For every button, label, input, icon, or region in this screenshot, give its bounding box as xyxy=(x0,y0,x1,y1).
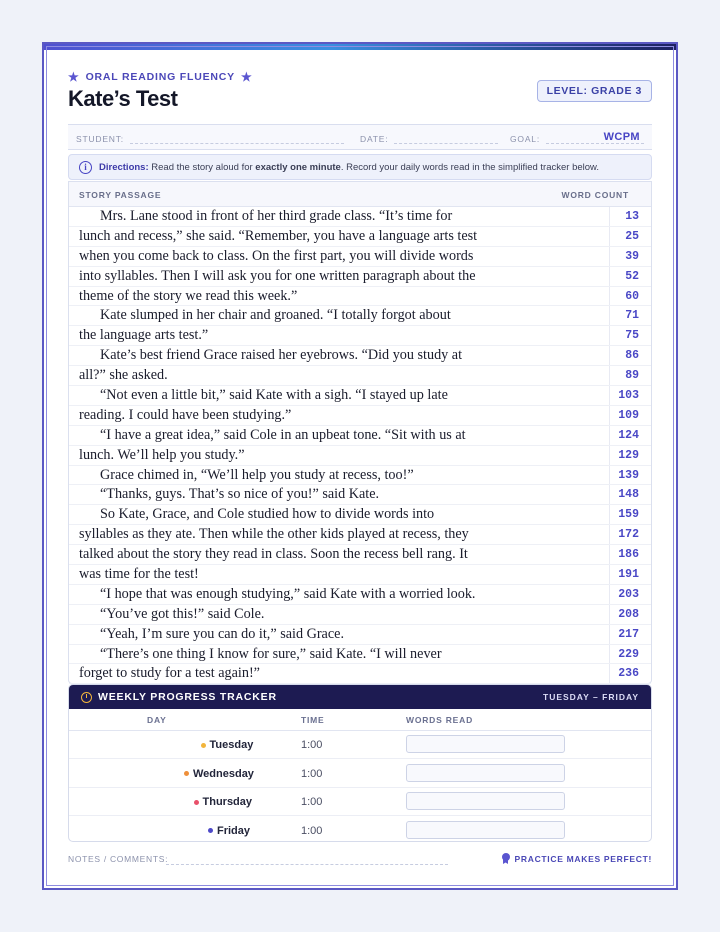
level-badge: LEVEL: GRADE 3 xyxy=(537,80,652,102)
day-column-header: DAY xyxy=(147,715,167,725)
tracker-time: 1:00 xyxy=(301,767,323,780)
motto xyxy=(502,853,652,864)
passage-line xyxy=(69,247,651,267)
word-count: 25 xyxy=(609,227,651,246)
star-icon: ★ xyxy=(68,70,80,84)
passage-line-text: lunch and recess,” she said. “Remember, you have a language arts test xyxy=(79,227,478,244)
tracker-row xyxy=(69,788,651,816)
passage-line-text: “I have a great idea,” said Cole in an upbeat tone. “Sit with us at xyxy=(100,426,466,443)
tracker-time: 1:00 xyxy=(301,796,323,808)
passage-line xyxy=(69,227,651,247)
stopwatch-icon xyxy=(81,692,92,703)
word-count: 103 xyxy=(609,386,651,405)
word-count: 124 xyxy=(609,426,651,445)
passage-line xyxy=(69,664,651,684)
tracker-time: 1:00 xyxy=(301,739,323,751)
passage-line xyxy=(69,386,651,406)
word-count: 13 xyxy=(609,207,651,226)
star-icon: ★ xyxy=(240,70,253,84)
word-count: 186 xyxy=(609,545,651,564)
motto-text: PRACTICE MAKES PERFECT! xyxy=(514,853,652,864)
words-column-header: WORDS READ xyxy=(406,715,474,725)
passage-line-text: syllables as they ate. Then while the other kids played at recess, they xyxy=(79,526,469,543)
passage-line xyxy=(69,207,651,227)
top-gradient-bar xyxy=(44,44,676,50)
words-read-input[interactable] xyxy=(406,764,565,782)
word-count: 75 xyxy=(609,326,651,345)
passage-line xyxy=(69,346,651,366)
passage-line-text: “Yeah, I’m sure you can do it,” said Grace. xyxy=(100,625,344,642)
day-dot-icon xyxy=(184,771,189,776)
passage-line-text: all?” she asked. xyxy=(79,367,168,384)
tracker-day-label: Thursday xyxy=(202,796,253,808)
passage-line xyxy=(69,406,651,426)
tracker-day xyxy=(201,739,254,751)
passage-line-text: lunch. We’ll help you study.” xyxy=(79,446,245,463)
passage-header xyxy=(69,182,651,207)
words-read-input[interactable] xyxy=(406,821,565,839)
passage-line xyxy=(69,625,651,645)
tracker-day-label: Wednesday xyxy=(193,767,254,780)
passage-line xyxy=(69,466,651,486)
info-icon: i xyxy=(79,161,92,174)
day-dot-icon xyxy=(208,828,213,833)
passage-line xyxy=(69,426,651,446)
passage-line-text: “There’s one thing I know for sure,” said Kate. “I will never xyxy=(100,645,442,662)
directions-emphasis: exactly one minute xyxy=(255,161,341,173)
passage-line-text: reading. I could have been studying.” xyxy=(79,406,292,423)
passage-line-text: Mrs. Lane stood in front of her third grade class. “It’s time for xyxy=(100,208,453,224)
student-field[interactable] xyxy=(130,143,344,144)
passage-line xyxy=(69,605,651,625)
word-count: 172 xyxy=(609,525,651,544)
student-info-line xyxy=(68,124,652,150)
worksheet xyxy=(42,42,678,890)
directions-text-a: Read the story aloud for xyxy=(148,161,256,173)
tracker-day xyxy=(184,768,254,780)
word-count: 52 xyxy=(609,267,651,286)
word-count: 229 xyxy=(609,645,651,664)
passage-line-text: “Thanks, guys. That’s so nice of you!” said Kate. xyxy=(100,486,380,503)
word-count: 159 xyxy=(609,505,651,524)
directions-text xyxy=(99,162,599,173)
words-read-input[interactable] xyxy=(406,735,565,753)
word-count-column-header: WORD COUNT xyxy=(561,190,629,200)
passage-column-header: STORY PASSAGE xyxy=(79,190,162,200)
word-count: 39 xyxy=(609,247,651,266)
passage-lines xyxy=(69,207,651,684)
passage-line xyxy=(69,326,651,346)
date-label: DATE: xyxy=(360,134,389,144)
notes-field[interactable] xyxy=(166,864,448,865)
day-dot-icon xyxy=(201,743,206,748)
passage-line-text: into syllables. Then I will ask you for one written paragraph about the xyxy=(79,267,476,284)
passage-line-text: when you come back to class. On the first part, you will divide words xyxy=(79,247,474,264)
passage-line-text: Grace chimed in, “We’ll help you study at recess, too!” xyxy=(100,466,414,483)
passage-line-text: Kate’s best friend Grace raised her eyebrows. “Did you study at xyxy=(100,347,463,364)
word-count: 217 xyxy=(609,625,651,644)
footer xyxy=(68,852,652,866)
passage-line-text: forget to study for a test again!” xyxy=(79,665,260,682)
passage-line xyxy=(69,585,651,605)
time-column-header: TIME xyxy=(301,715,325,725)
passage-line-text: talked about the story they read in class. Soon the recess bell rang. It xyxy=(79,546,468,563)
directions-text-b: . Record your daily words read in the simplified tracker below. xyxy=(340,161,600,173)
tracker-row xyxy=(69,731,651,759)
passage-line xyxy=(69,287,651,307)
passage-line xyxy=(69,505,651,525)
kicker-text: ORAL READING FLUENCY xyxy=(85,71,235,83)
tracker-day xyxy=(194,796,253,808)
directions-label: Directions: xyxy=(99,161,149,173)
word-count: 86 xyxy=(609,346,651,365)
weekly-progress-tracker xyxy=(68,684,652,842)
word-count: 89 xyxy=(609,366,651,385)
passage-line xyxy=(69,645,651,665)
tracker-row xyxy=(69,817,651,843)
page-title: Kate’s Test xyxy=(68,86,178,111)
tracker-columns xyxy=(69,709,651,731)
tracker-header xyxy=(69,685,651,709)
tracker-row xyxy=(69,760,651,788)
tracker-range: TUESDAY – FRIDAY xyxy=(543,692,639,702)
word-count: 71 xyxy=(609,306,651,325)
directions-box xyxy=(68,154,652,180)
passage-line-text: “Not even a little bit,” said Kate with a sigh. “I stayed up late xyxy=(100,387,448,404)
passage-line-text: the language arts test.” xyxy=(79,327,209,344)
passage-line-text: theme of the story we read this week.” xyxy=(79,287,298,304)
tracker-day-label: Friday xyxy=(217,824,251,837)
ribbon-icon xyxy=(502,853,510,864)
word-count: 129 xyxy=(609,446,651,465)
passage-line xyxy=(69,565,651,585)
word-count: 139 xyxy=(609,466,651,485)
passage-line xyxy=(69,525,651,545)
tracker-time: 1:00 xyxy=(301,824,323,837)
word-count: 208 xyxy=(609,605,651,624)
word-count: 203 xyxy=(609,585,651,604)
student-label: STUDENT: xyxy=(76,134,124,144)
word-count: 191 xyxy=(609,565,651,584)
passage-line xyxy=(69,306,651,326)
tracker-day xyxy=(208,825,250,837)
day-dot-icon xyxy=(194,800,199,805)
passage-line xyxy=(69,485,651,505)
goal-field[interactable] xyxy=(546,143,644,144)
passage-line-text: was time for the test! xyxy=(79,566,199,583)
passage-line-text: Kate slumped in her chair and groaned. “I totally forgot about xyxy=(100,307,451,324)
goal-label: GOAL: xyxy=(510,134,540,144)
tracker-title: WEEKLY PROGRESS TRACKER xyxy=(98,691,277,703)
tracker-day-label: Tuesday xyxy=(209,739,254,751)
passage-line-text: So Kate, Grace, and Cole studied how to divide words into xyxy=(100,506,435,523)
passage-line xyxy=(69,545,651,565)
tracker-title-group xyxy=(81,691,277,703)
passage-line xyxy=(69,267,651,287)
kicker xyxy=(68,70,253,84)
word-count: 60 xyxy=(609,287,651,306)
word-count: 109 xyxy=(609,406,651,425)
word-count: 148 xyxy=(609,485,651,504)
word-count: 236 xyxy=(609,664,651,683)
story-passage xyxy=(68,181,652,684)
wcpm-label: WCPM xyxy=(603,131,640,143)
date-field[interactable] xyxy=(394,143,498,144)
passage-line-text: “I hope that was enough studying,” said Kate with a worried look. xyxy=(100,585,476,602)
notes-label: NOTES / COMMENTS: xyxy=(68,854,169,864)
words-read-input[interactable] xyxy=(406,792,565,810)
passage-line xyxy=(69,366,651,386)
passage-line-text: “You’ve got this!” said Cole. xyxy=(100,605,265,622)
passage-line xyxy=(69,446,651,466)
